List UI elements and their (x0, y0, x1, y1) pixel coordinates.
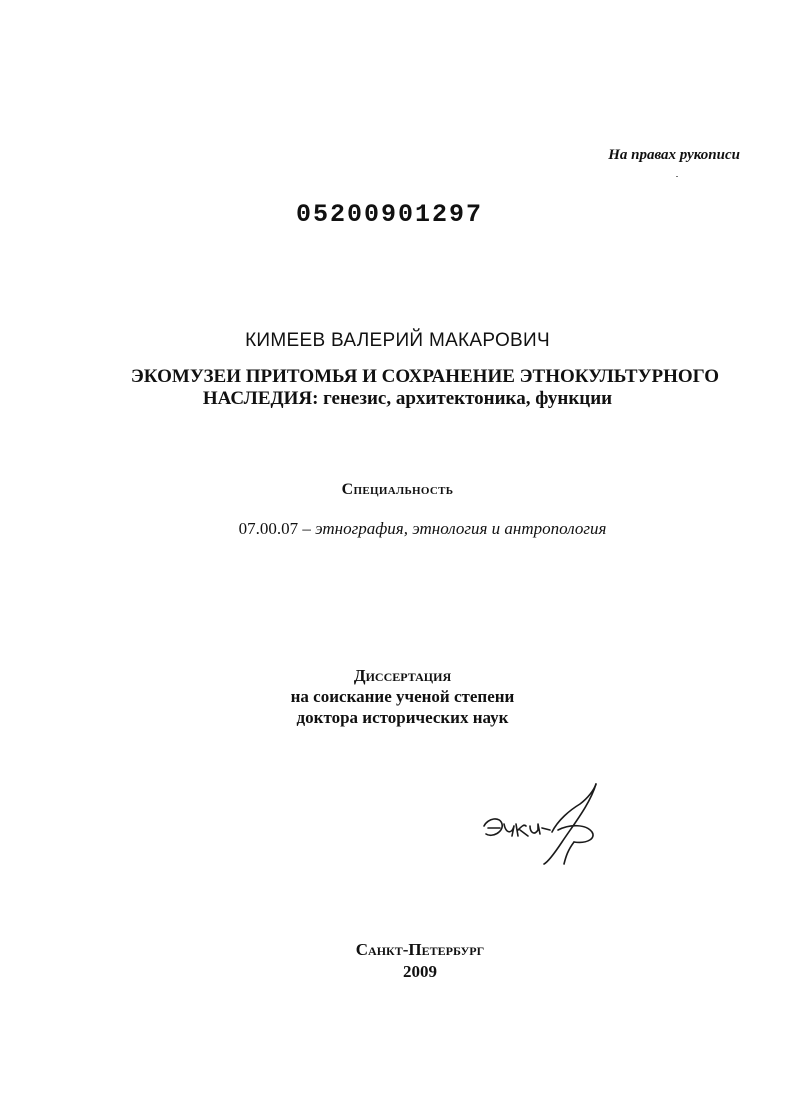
signature-icon (478, 780, 608, 870)
rights-note: На правах рукописи (608, 147, 740, 163)
scan-speck (676, 176, 678, 177)
year: 2009 (403, 962, 437, 981)
archive-number: 05200901297 (296, 200, 484, 229)
dissertation-line-1: на соискание ученой степени (290, 687, 515, 706)
dissertation-heading: Диссертация (353, 666, 452, 685)
city: Санкт-Петербург (355, 940, 485, 959)
specialty-name: этнография, этнология и антропология (315, 519, 607, 538)
specialty-line (0, 519, 795, 539)
author-name: КИМЕЕВ ВАЛЕРИЙ МАКАРОВИЧ (245, 330, 550, 351)
dissertation-line-2: доктора исторических наук (296, 708, 509, 727)
title-line-1: ЭКОМУЗЕИ ПРИТОМЬЯ И СОХРАНЕНИЕ ЭТНОКУЛЬТУРНОГО (130, 366, 720, 387)
title-line-2: НАСЛЕДИЯ: генезис, архитектоника, функции (202, 388, 613, 409)
specialty-heading: Специальность (341, 481, 454, 498)
specialty-code: 07.00.07 – (238, 519, 316, 538)
